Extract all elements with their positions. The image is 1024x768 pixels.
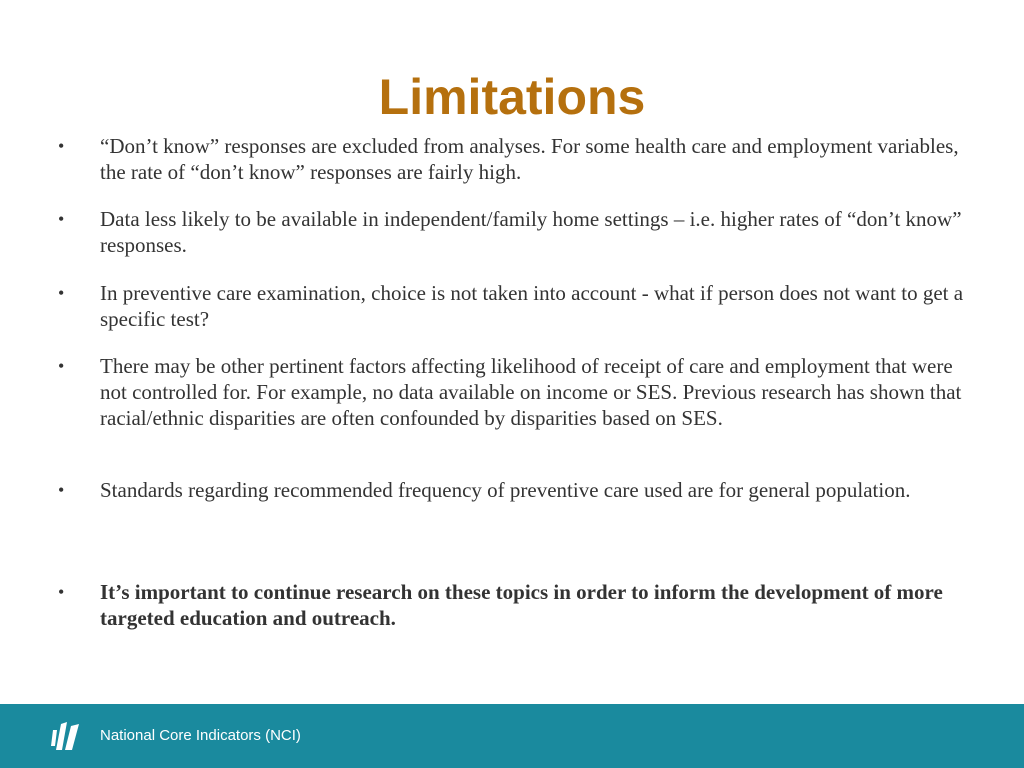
bullet-item bbox=[58, 477, 968, 503]
bullet-text: It’s important to continue research on these topics in order to inform the development of more targeted education and outreach. bbox=[100, 580, 943, 630]
bullet-item-emphasis bbox=[58, 579, 968, 631]
bullet-text: In preventive care examination, choice is not taken into account - what if person does not want to get a specific test? bbox=[100, 281, 964, 331]
bullet-icon: • bbox=[58, 356, 65, 376]
bullet-icon: • bbox=[58, 136, 65, 156]
bullet-item bbox=[58, 280, 968, 332]
bullet-item bbox=[58, 353, 968, 431]
bullet-text: Data less likely to be available in independent/family home settings – i.e. higher rates of “don’t know” responses. bbox=[100, 207, 962, 257]
bullet-icon: • bbox=[58, 283, 65, 303]
bullet-text: “Don’t know” responses are excluded from analyses. For some health care and employment variables, the rate of “don’t know” responses are fairly high. bbox=[100, 134, 959, 184]
bullet-text: There may be other pertinent factors affecting likelihood of receipt of care and employment that were not controlled for. For example, no data available on income or SES. Previous research has shown that racial/ethnic disparities are often confounded by disparities based on SES. bbox=[100, 354, 962, 430]
bullet-icon: • bbox=[58, 480, 65, 500]
bullet-icon: • bbox=[58, 582, 65, 602]
nci-logo-icon bbox=[50, 720, 80, 752]
bullet-item bbox=[58, 133, 968, 185]
bullet-text: Standards regarding recommended frequency of preventive care used are for general population. bbox=[100, 478, 911, 502]
slide-title: Limitations bbox=[378, 69, 646, 125]
organization-name: National Core Indicators (NCI) bbox=[100, 727, 301, 744]
footer-bar bbox=[0, 704, 1024, 768]
bullet-item bbox=[58, 206, 968, 258]
bullet-icon: • bbox=[58, 209, 65, 229]
